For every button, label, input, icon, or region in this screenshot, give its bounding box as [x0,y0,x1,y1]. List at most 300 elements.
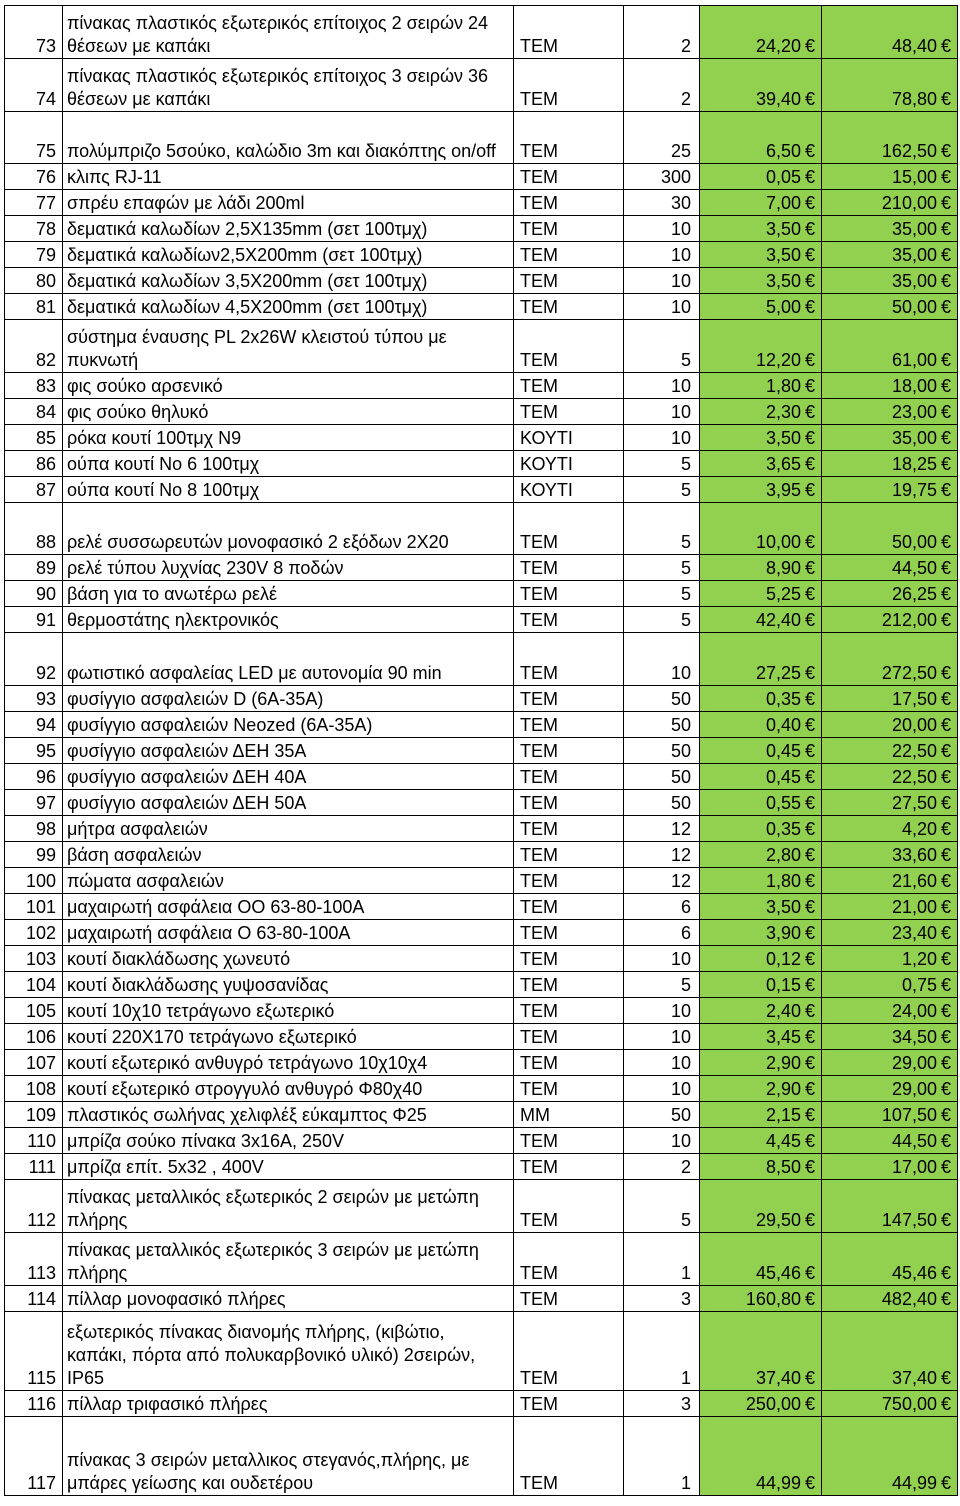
item-unit-cell [514,1233,624,1286]
item-unit-cell [514,1391,624,1417]
euro-icon: € [940,1027,951,1047]
unit-price: 4,45 [765,1131,801,1151]
euro-icon: € [940,741,951,761]
table-row [5,868,958,894]
table-row [5,451,958,477]
item-quantity-cell [624,920,700,946]
item-quantity-cell [624,216,700,242]
item-quantity-cell [624,633,700,686]
item-quantity-cell [624,738,700,764]
line-total: 78,80 [891,89,937,109]
item-unit: ΤΕΜ [520,532,558,552]
unit-price: 27,25 [755,663,801,683]
item-quantity: 5 [680,610,691,630]
line-total-cell [822,294,958,320]
item-unit: ΤΕΜ [520,402,558,422]
table-row [5,1391,958,1417]
item-number-cell [5,555,63,581]
unit-price: 10,00 [755,532,801,552]
item-quantity: 10 [670,1027,691,1047]
unit-price: 0,45 [765,767,801,787]
item-quantity-cell [624,1050,700,1076]
euro-icon: € [940,1368,951,1388]
item-description-cell [63,425,514,451]
item-number: 114 [27,1289,56,1309]
item-unit: ΤΕΜ [520,141,558,161]
line-total: 4,20 [901,819,937,839]
unit-price: 160,80 [745,1289,801,1309]
unit-price-cell [700,607,822,633]
euro-icon: € [804,1001,815,1021]
line-total: 33,60 [891,845,937,865]
euro-icon: € [940,1157,951,1177]
line-total: 35,00 [891,428,937,448]
item-number: 94 [35,715,56,735]
item-unit: ΤΕΜ [520,975,558,995]
unit-price: 8,50 [765,1157,801,1177]
item-number: 90 [35,584,56,604]
item-unit: ΤΕΜ [520,715,558,735]
item-unit-cell [514,216,624,242]
item-number-cell [5,373,63,399]
table-row [5,581,958,607]
item-quantity-cell [624,294,700,320]
item-number: 95 [35,741,56,761]
item-description-cell [63,1180,514,1233]
line-total: 34,50 [891,1027,937,1047]
unit-price-cell [700,1102,822,1128]
item-unit: ΤΕΜ [520,793,558,813]
item-description: πολύμπριζο 5σούκο, καλώδιο 3m και διακόπτης on/off [67,141,496,161]
item-unit-cell [514,581,624,607]
line-total: 20,00 [891,715,937,735]
euro-icon: € [940,89,951,109]
item-unit-cell [514,1312,624,1391]
item-description: μαχαιρωτή ασφάλεια ΟΟ 63-80-100Α [67,897,365,917]
item-description-cell [63,320,514,373]
euro-icon: € [804,1263,815,1283]
euro-icon: € [804,975,815,995]
item-description: πίνακας μεταλλικός εξωτερικός 2 σειρών με μετώπη πλήρης [67,1187,479,1230]
item-unit-cell [514,764,624,790]
item-quantity-cell [624,1102,700,1128]
unit-price: 12,20 [755,350,801,370]
unit-price-cell [700,451,822,477]
item-unit: ΤΕΜ [520,1079,558,1099]
euro-icon: € [940,1079,951,1099]
line-total-cell [822,764,958,790]
item-number: 82 [35,350,56,370]
euro-icon: € [940,610,951,630]
unit-price: 0,40 [765,715,801,735]
item-unit: ΤΕΜ [520,1368,558,1388]
line-total-cell [822,1233,958,1286]
item-quantity-cell [624,1233,700,1286]
line-total-cell [822,738,958,764]
item-quantity-cell [624,842,700,868]
euro-icon: € [804,689,815,709]
table-row [5,686,958,712]
item-quantity: 50 [670,793,691,813]
item-number-cell [5,399,63,425]
item-quantity-cell [624,1076,700,1102]
item-description: δεματικά καλωδίων2,5Χ200mm (σετ 100τμχ) [67,245,423,265]
line-total: 35,00 [891,245,937,265]
item-quantity-cell [624,686,700,712]
item-unit: ΤΕΜ [520,297,558,317]
item-unit: ΤΕΜ [520,819,558,839]
item-description-cell [63,816,514,842]
unit-price: 2,40 [765,1001,801,1021]
item-unit-cell [514,686,624,712]
item-number-cell [5,1050,63,1076]
unit-price-cell [700,399,822,425]
euro-icon: € [804,1105,815,1125]
item-number-cell [5,972,63,998]
item-quantity-cell [624,268,700,294]
item-number-cell [5,242,63,268]
price-table [4,5,958,1496]
line-total-cell [822,1180,958,1233]
item-number-cell [5,738,63,764]
unit-price-cell [700,6,822,59]
euro-icon: € [940,1473,951,1493]
item-description-cell [63,451,514,477]
unit-price: 2,30 [765,402,801,422]
item-number-cell [5,764,63,790]
item-unit: ΜΜ [520,1105,550,1125]
line-total-cell [822,946,958,972]
unit-price: 42,40 [755,610,801,630]
line-total: 45,46 [891,1263,937,1283]
item-unit: ΤΕΜ [520,923,558,943]
item-quantity-cell [624,425,700,451]
unit-price: 1,80 [765,376,801,396]
table-row [5,607,958,633]
item-number-cell [5,6,63,59]
item-number-cell [5,451,63,477]
item-quantity: 10 [670,376,691,396]
unit-price: 0,35 [765,689,801,709]
item-description: πίνακας 3 σειρών μεταλλικος στεγανός,πλήρης, με μπάρες γείωσης και ουδετέρου [67,1450,470,1493]
item-number-cell [5,503,63,555]
line-total: 50,00 [891,297,937,317]
item-description: φυσίγγιο ασφαλειών ΔΕΗ 50Α [67,793,307,813]
euro-icon: € [804,141,815,161]
unit-price-cell [700,1154,822,1180]
item-description-cell [63,764,514,790]
item-description: πίνακας πλαστικός εξωτερικός επίτοιχος 2 σειρών 24 θέσεων με καπάκι [67,13,489,56]
item-unit-cell [514,1128,624,1154]
line-total-cell [822,503,958,555]
euro-icon: € [804,584,815,604]
item-number: 88 [35,532,56,552]
unit-price: 3,45 [765,1027,801,1047]
euro-icon: € [940,923,951,943]
item-number-cell [5,1154,63,1180]
item-unit: ΤΕΜ [520,558,558,578]
item-description: βάση για το ανωτέρω ρελέ [67,584,278,604]
unit-price-cell [700,216,822,242]
item-number: 80 [35,271,56,291]
item-unit: ΚΟΥΤΙ [520,480,573,500]
euro-icon: € [804,819,815,839]
euro-icon: € [804,663,815,683]
item-description: σπρέυ επαφών με λάδι 200ml [67,193,305,213]
table-row [5,320,958,373]
item-quantity-cell [624,868,700,894]
euro-icon: € [940,663,951,683]
item-number: 107 [25,1053,56,1073]
item-quantity-cell [624,607,700,633]
item-number-cell [5,1417,63,1496]
item-unit: ΤΕΜ [520,1394,558,1414]
euro-icon: € [940,1001,951,1021]
item-quantity: 5 [680,558,691,578]
line-total: 15,00 [891,167,937,187]
item-number: 111 [28,1157,56,1177]
euro-icon: € [804,610,815,630]
line-total-cell [822,242,958,268]
item-unit: ΚΟΥΤΙ [520,428,573,448]
item-number: 109 [25,1105,56,1125]
table-row [5,399,958,425]
item-unit-cell [514,1076,624,1102]
item-unit: ΤΕΜ [520,949,558,969]
item-number-cell [5,320,63,373]
table-row [5,503,958,555]
item-unit: ΤΕΜ [520,741,558,761]
item-quantity: 50 [670,715,691,735]
item-unit-cell [514,59,624,112]
table-row [5,633,958,686]
unit-price: 6,50 [765,141,801,161]
item-quantity-cell [624,764,700,790]
item-unit-cell [514,816,624,842]
item-number-cell [5,1391,63,1417]
unit-price: 0,05 [765,167,801,187]
item-quantity: 5 [680,1210,691,1230]
unit-price: 1,80 [765,871,801,891]
item-description: μήτρα ασφαλειών [67,819,208,839]
item-quantity: 10 [670,663,691,683]
item-description-cell [63,59,514,112]
item-description-cell [63,242,514,268]
line-total-cell [822,320,958,373]
item-quantity-cell [624,972,700,998]
unit-price: 3,50 [765,219,801,239]
item-quantity: 10 [670,402,691,422]
item-number: 110 [27,1131,56,1151]
item-unit: ΤΕΜ [520,245,558,265]
euro-icon: € [804,350,815,370]
table-row [5,242,958,268]
euro-icon: € [804,1394,815,1414]
unit-price-cell [700,581,822,607]
unit-price-cell [700,112,822,164]
line-total-cell [822,373,958,399]
item-description-cell [63,1128,514,1154]
item-description: ούπα κουτί Νο 6 100τμχ [67,454,260,474]
item-description: κουτί 220Χ170 τετράγωνο εξωτερικό [67,1027,357,1047]
item-quantity: 6 [680,923,691,943]
item-description: βάση ασφαλειών [67,845,202,865]
item-description: πλαστικός σωλήνας χελιφλέξ εύκαμπτος Φ25 [67,1105,427,1125]
euro-icon: € [804,480,815,500]
item-description-cell [63,1417,514,1496]
item-quantity-cell [624,242,700,268]
unit-price: 2,15 [765,1105,801,1125]
item-unit: ΤΕΜ [520,1473,558,1493]
table-row [5,998,958,1024]
item-quantity-cell [624,998,700,1024]
item-description-cell [63,294,514,320]
item-description: ρελέ τύπου λυχνίας 230V 8 ποδών [67,558,344,578]
item-description-cell [63,607,514,633]
item-description: θερμοστάτης ηλεκτρονικός [67,610,279,630]
item-number: 79 [35,245,56,265]
item-number: 83 [35,376,56,396]
item-quantity-cell [624,1417,700,1496]
line-total-cell [822,790,958,816]
item-unit: ΤΕΜ [520,271,558,291]
item-number: 112 [27,1210,56,1230]
item-quantity: 12 [670,871,691,891]
euro-icon: € [804,36,815,56]
item-quantity: 10 [670,1131,691,1151]
item-description-cell [63,1024,514,1050]
table-row [5,190,958,216]
item-quantity: 5 [680,350,691,370]
unit-price-cell [700,1050,822,1076]
item-quantity: 5 [680,532,691,552]
item-quantity-cell [624,164,700,190]
item-quantity: 10 [670,1001,691,1021]
euro-icon: € [940,1131,951,1151]
item-description: κουτί εξωτερικό στρογγυλό ανθυγρό Φ80χ40 [67,1079,423,1099]
euro-icon: € [940,1053,951,1073]
unit-price: 45,46 [755,1263,801,1283]
unit-price: 3,50 [765,897,801,917]
line-total-cell [822,920,958,946]
table-row [5,1417,958,1496]
line-total: 23,40 [891,923,937,943]
unit-price-cell [700,373,822,399]
item-unit-cell [514,868,624,894]
table-row [5,738,958,764]
item-quantity-cell [624,320,700,373]
unit-price-cell [700,477,822,503]
line-total: 61,00 [891,350,937,370]
line-total: 26,25 [891,584,937,604]
item-number: 117 [27,1473,56,1493]
item-unit-cell [514,946,624,972]
item-unit: ΤΕΜ [520,610,558,630]
unit-price-cell [700,268,822,294]
item-quantity: 50 [670,1105,691,1125]
item-description-cell [63,1391,514,1417]
item-number-cell [5,59,63,112]
line-total-cell [822,1024,958,1050]
item-unit-cell [514,894,624,920]
item-description: ρελέ συσσωρευτών μονοφασικό 2 εξόδων 2Χ20 [67,532,449,552]
item-unit: ΤΕΜ [520,36,558,56]
item-unit-cell [514,1154,624,1180]
line-total: 37,40 [891,1368,937,1388]
euro-icon: € [804,1289,815,1309]
item-number: 102 [25,923,56,943]
line-total-cell [822,868,958,894]
unit-price-cell [700,998,822,1024]
unit-price-cell [700,1024,822,1050]
item-unit: ΤΕΜ [520,219,558,239]
euro-icon: € [804,454,815,474]
table-row [5,920,958,946]
line-total-cell [822,425,958,451]
unit-price: 37,40 [755,1368,801,1388]
item-description-cell [63,1233,514,1286]
item-description: μπρίζα σούκο πίνακα 3x16A, 250V [67,1131,345,1151]
item-description-cell [63,581,514,607]
item-number-cell [5,1076,63,1102]
euro-icon: € [804,219,815,239]
item-quantity-cell [624,6,700,59]
item-description: φις σούκο αρσενικό [67,376,223,396]
unit-price: 3,95 [765,480,801,500]
item-unit-cell [514,1102,624,1128]
unit-price: 3,50 [765,245,801,265]
item-unit-cell [514,399,624,425]
euro-icon: € [940,584,951,604]
item-quantity-cell [624,790,700,816]
table-row [5,216,958,242]
item-description: φις σούκο θηλυκό [67,402,209,422]
item-number-cell [5,1312,63,1391]
item-number-cell [5,112,63,164]
item-quantity-cell [624,503,700,555]
item-description-cell [63,216,514,242]
line-total-cell [822,686,958,712]
item-description: πίλλαρ τριφασικό πλήρες [67,1394,268,1414]
table-row [5,6,958,59]
line-total: 18,25 [891,454,937,474]
line-total: 17,50 [891,689,937,709]
item-description: κουτί διακλάδωσης γυψοσανίδας [67,975,329,995]
item-quantity-cell [624,1180,700,1233]
item-description-cell [63,373,514,399]
unit-price: 0,12 [765,949,801,969]
unit-price: 7,00 [765,193,801,213]
line-total: 35,00 [891,219,937,239]
unit-price: 8,90 [765,558,801,578]
item-quantity: 50 [670,689,691,709]
item-description-cell [63,686,514,712]
item-description-cell [63,998,514,1024]
unit-price-cell [700,972,822,998]
table-row [5,972,958,998]
item-description-cell [63,1154,514,1180]
euro-icon: € [940,1105,951,1125]
item-quantity-cell [624,451,700,477]
euro-icon: € [940,767,951,787]
table-row [5,1076,958,1102]
table-row [5,946,958,972]
line-total-cell [822,972,958,998]
item-number-cell [5,1102,63,1128]
unit-price-cell [700,555,822,581]
unit-price: 2,90 [765,1079,801,1099]
line-total: 50,00 [891,532,937,552]
